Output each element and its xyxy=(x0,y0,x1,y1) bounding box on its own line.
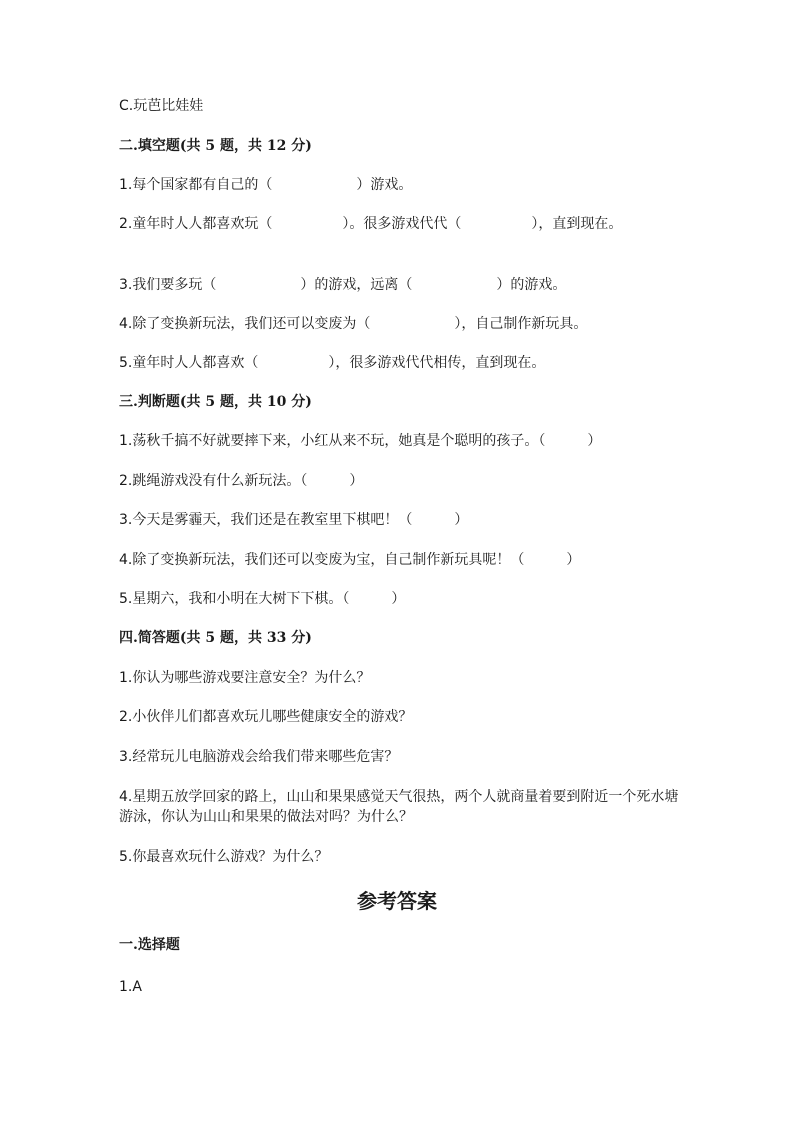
judgement-question-4: 4.除了变换新玩法，我们还可以变废为宝，自己制作新玩具呢！（ ） xyxy=(119,552,581,568)
judgement-question-1: 1.荡秋千搞不好就要摔下来，小红从来不玩，她真是个聪明的孩子。（ ） xyxy=(119,433,602,449)
answer-section-choice-title: 一.选择题 xyxy=(119,937,180,953)
fill-blank-question-1: 1.每个国家都有自己的（ ）游戏。 xyxy=(119,177,413,193)
judgement-question-5: 5.星期六，我和小明在大树下下棋。（ ） xyxy=(119,591,406,607)
short-answer-question-4: 4.星期五放学回家的路上，山山和果果感觉天气很热，两个人就商量着要到附近一个死水塘游泳，你认为山山和果果的做法对吗？为什么？ xyxy=(119,789,679,825)
answer-key-title: 参考答案 xyxy=(357,889,437,913)
answer-1: 1.A xyxy=(119,979,142,995)
judgement-question-2: 2.跳绳游戏没有什么新玩法。（ ） xyxy=(119,473,364,489)
short-answer-question-2: 2.小伙伴儿们都喜欢玩儿哪些健康安全的游戏？ xyxy=(119,709,413,725)
choice-option-c: C.玩芭比娃娃 xyxy=(119,98,204,114)
section-fill-blank-title: 二.填空题(共 5 题，共 12 分) xyxy=(119,138,312,154)
fill-blank-question-4: 4.除了变换新玩法，我们还可以变废为（ ），自己制作新玩具。 xyxy=(119,316,588,332)
section-judgement-title: 三.判断题(共 5 题，共 10 分) xyxy=(119,394,312,410)
judgement-question-3: 3.今天是雾霾天，我们还是在教室里下棋吧！（ ） xyxy=(119,512,469,528)
fill-blank-question-2: 2.童年时人人都喜欢玩（ ）。很多游戏代代（ ），直到现在。 xyxy=(119,216,623,232)
short-answer-question-5: 5.你最喜欢玩什么游戏？为什么？ xyxy=(119,849,329,865)
short-answer-question-1: 1.你认为哪些游戏要注意安全？为什么？ xyxy=(119,670,371,686)
short-answer-question-3: 3.经常玩儿电脑游戏会给我们带来哪些危害？ xyxy=(119,749,399,765)
fill-blank-question-3: 3.我们要多玩（ ）的游戏，远离（ ）的游戏。 xyxy=(119,277,567,293)
fill-blank-question-5: 5.童年时人人都喜欢（ ），很多游戏代代相传，直到现在。 xyxy=(119,355,546,371)
section-short-answer-title: 四.简答题(共 5 题，共 33 分) xyxy=(119,630,312,646)
